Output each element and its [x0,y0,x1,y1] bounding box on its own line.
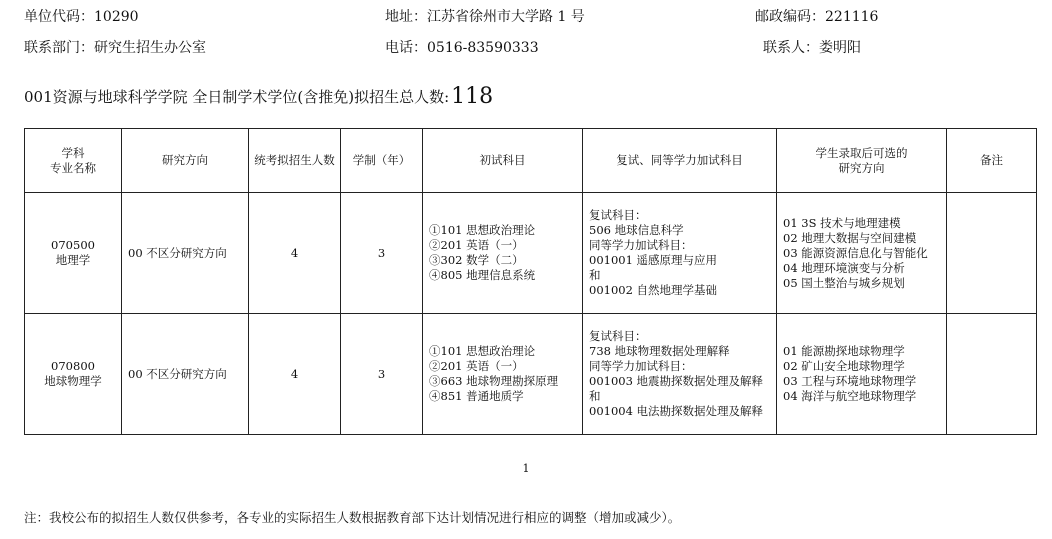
total-enrollment-count: 118 [451,84,494,109]
remarks-cell [947,193,1037,314]
col-header-major-line2: 专业名称 [50,160,96,175]
retest-line: 506 地球信息科学 [589,223,684,237]
initial-subject: ②201 英语（一） [429,359,524,373]
major-cell [25,314,122,435]
col-header-remarks: 备注 [947,129,1037,193]
initial-subject: ④851 普通地质学 [429,389,524,403]
summary-text: 001资源与地球科学学院 全日制学术学位(含推免)拟招生总人数: [24,88,450,106]
col-header-optional-line1: 学生录取后可选的 [815,145,908,160]
address: 地址：江苏省徐州市大学路 1 号 [385,9,585,25]
major-cell [25,193,122,314]
enrollment-table [24,128,1037,435]
duration-value: 3 [341,314,423,435]
optional-direction-item: 02 地理大数据与空间建模 [783,230,917,245]
optional-direction-item: 01 3S 技术与地理建模 [783,215,901,230]
research-direction: 00 不区分研究方向 [122,314,249,435]
retest-line: 001004 电法勘探数据处理及解释 [589,404,764,418]
initial-subject: ③302 数学（二） [429,253,524,267]
table-row [25,193,1037,314]
initial-subject: ②201 英语（一） [429,238,524,252]
col-header-quota: 统考拟招生人数 [249,129,341,193]
quota-value: 4 [249,314,341,435]
col-header-major-line1: 学科 [61,145,85,160]
optional-direction-item: 03 能源资源信息化与智能化 [783,245,928,260]
initial-subject: ①101 思想政治理论 [429,344,536,358]
phone: 电话：0516-83590333 [385,40,539,56]
initial-subject: ①101 思想政治理论 [429,223,536,237]
col-header-initial-exam: 初试科目 [423,129,583,193]
retest-line: 001001 遥感原理与应用 [589,253,718,267]
retest-line: 001003 地震勘探数据处理及解释 [589,374,764,388]
table-row [25,314,1037,435]
optional-direction-item: 01 能源勘探地球物理学 [783,344,905,358]
retest-line: 同等学力加试科目： [589,238,693,252]
duration-value: 3 [341,193,423,314]
col-header-optional-line2: 研究方向 [838,160,885,175]
retest-line: 复试科目： [589,329,647,343]
optional-direction-item: 02 矿山安全地球物理学 [783,359,905,373]
table-header-row [25,129,1037,193]
postal-code: 邮政编码：221116 [755,9,879,25]
col-header-optional-directions [777,129,947,193]
quota-value: 4 [249,193,341,314]
remarks-cell [947,314,1037,435]
contact-department: 联系部门：研究生招生办公室 [24,40,206,56]
initial-subject: ③663 地球物理勘探原理 [429,374,559,388]
footnote: 注：我校公布的拟招生人数仅供参考，各专业的实际招生人数根据教育部下达计划情况进行相应的调整（增加或减少）。 [24,510,681,525]
major-code: 070800 [51,359,95,373]
initial-subject: ④805 地理信息系统 [429,268,536,282]
retest-line: 和 [589,389,601,403]
retest-line: 复试科目： [589,208,647,222]
col-header-direction: 研究方向 [122,129,249,193]
optional-directions [777,193,947,314]
retest-subjects [583,193,777,314]
optional-direction-item: 04 地理环境演变与分析 [783,260,905,275]
retest-line: 同等学力加试科目： [589,359,693,373]
major-name: 地球物理学 [44,374,102,388]
optional-direction-item: 04 海洋与航空地球物理学 [783,389,917,403]
optional-directions [777,314,947,435]
enrollment-summary [24,86,493,108]
unit-code: 单位代码：10290 [24,9,139,25]
retest-subjects [583,314,777,435]
retest-line: 和 [589,268,601,282]
initial-exam-subjects [423,193,583,314]
col-header-retest: 复试、同等学力加试科目 [583,129,777,193]
research-direction: 00 不区分研究方向 [122,193,249,314]
col-header-duration: 学制（年） [341,129,423,193]
col-header-major [25,129,122,193]
optional-direction-item: 03 工程与环境地球物理学 [783,374,917,388]
major-code: 070500 [51,238,95,252]
contact-person: 联系人：娄明阳 [763,40,861,56]
page-number: 1 [522,462,530,475]
major-name: 地理学 [55,253,91,267]
optional-direction-item: 05 国土整治与城乡规划 [783,275,905,290]
retest-line: 738 地球物理数据处理解释 [589,344,730,358]
retest-line: 001002 自然地理学基础 [589,283,718,297]
initial-exam-subjects [423,314,583,435]
